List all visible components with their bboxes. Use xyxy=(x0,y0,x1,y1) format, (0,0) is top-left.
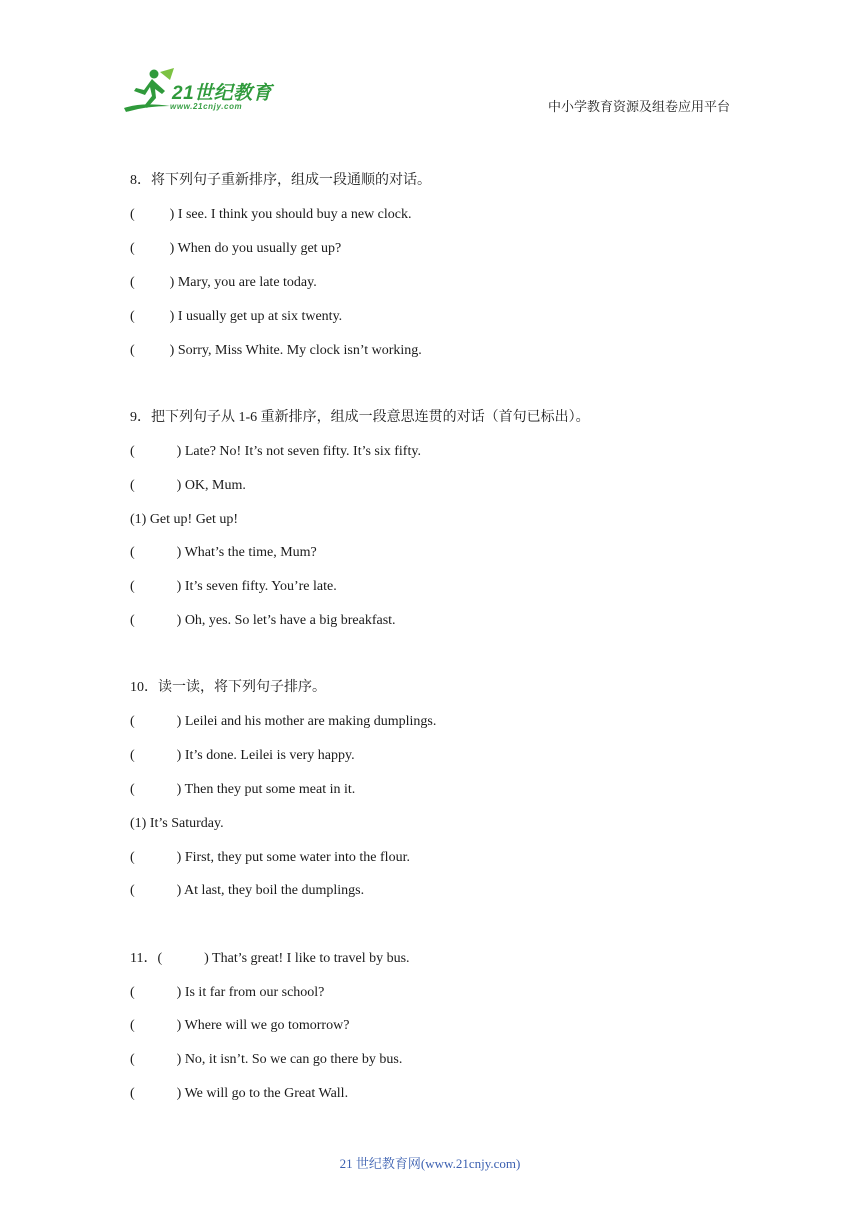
question-8-item: ( ) Mary, you are late today. xyxy=(130,275,317,290)
site-logo[interactable] xyxy=(122,68,292,116)
question-8-item: ( ) Sorry, Miss White. My clock isn’t working. xyxy=(130,343,422,358)
question-11-item: ( ) No, it isn’t. So we can go there by bus. xyxy=(130,1052,403,1067)
question-11-item: ( ) Is it far from our school? xyxy=(130,985,325,1000)
question-9-item: (1) Get up! Get up! xyxy=(130,512,239,527)
question-9-item: ( ) OK, Mum. xyxy=(130,478,246,493)
question-10-item: ( ) Leilei and his mother are making dumplings. xyxy=(130,714,437,729)
platform-title: 中小学教育资源及组卷应用平台 xyxy=(547,99,730,114)
question-10-item: ( ) It’s done. Leilei is very happy. xyxy=(130,748,355,763)
question-10-item: ( ) Then they put some meat in it. xyxy=(130,782,356,797)
question-8-item: ( ) I usually get up at six twenty. xyxy=(130,309,343,324)
question-11-item: ( ) We will go to the Great Wall. xyxy=(130,1086,349,1101)
page-header xyxy=(0,0,860,130)
page-footer[interactable]: 21 世纪教育网(www.21cnjy.com) xyxy=(339,1156,521,1171)
question-8-item: ( ) When do you usually get up? xyxy=(130,241,342,256)
question-11-title: 11．( ) That’s great! I like to travel by bus. xyxy=(130,951,410,966)
question-9-item: ( ) Oh, yes. So let’s have a big breakfast. xyxy=(130,613,396,628)
question-9-item: ( ) It’s seven fifty. You’re late. xyxy=(130,579,337,594)
question-11-item: ( ) Where will we go tomorrow? xyxy=(130,1018,350,1033)
question-10-item: (1) It’s Saturday. xyxy=(130,816,224,831)
logo-url: www.21cnjy.com xyxy=(170,102,243,111)
runner-icon xyxy=(122,68,176,116)
question-9-item: ( ) What’s the time, Mum? xyxy=(130,545,317,560)
question-10-item: ( ) At last, they boil the dumplings. xyxy=(130,883,365,898)
question-9-title: 9．把下列句子从 1-6 重新排序，组成一段意思连贯的对话（首句已标出）。 xyxy=(130,410,590,425)
question-8-title: 8．将下列句子重新排序，组成一段通顺的对话。 xyxy=(130,173,431,188)
logo-text: 21世纪教育 xyxy=(172,83,273,104)
question-10-title: 10．读一读，将下列句子排序。 xyxy=(130,680,326,695)
question-9-item: ( ) Late? No! It’s not seven fifty. It’s six fifty. xyxy=(130,444,421,459)
question-10-item: ( ) First, they put some water into the flour. xyxy=(130,850,410,865)
question-8-item: ( ) I see. I think you should buy a new clock. xyxy=(130,207,412,222)
